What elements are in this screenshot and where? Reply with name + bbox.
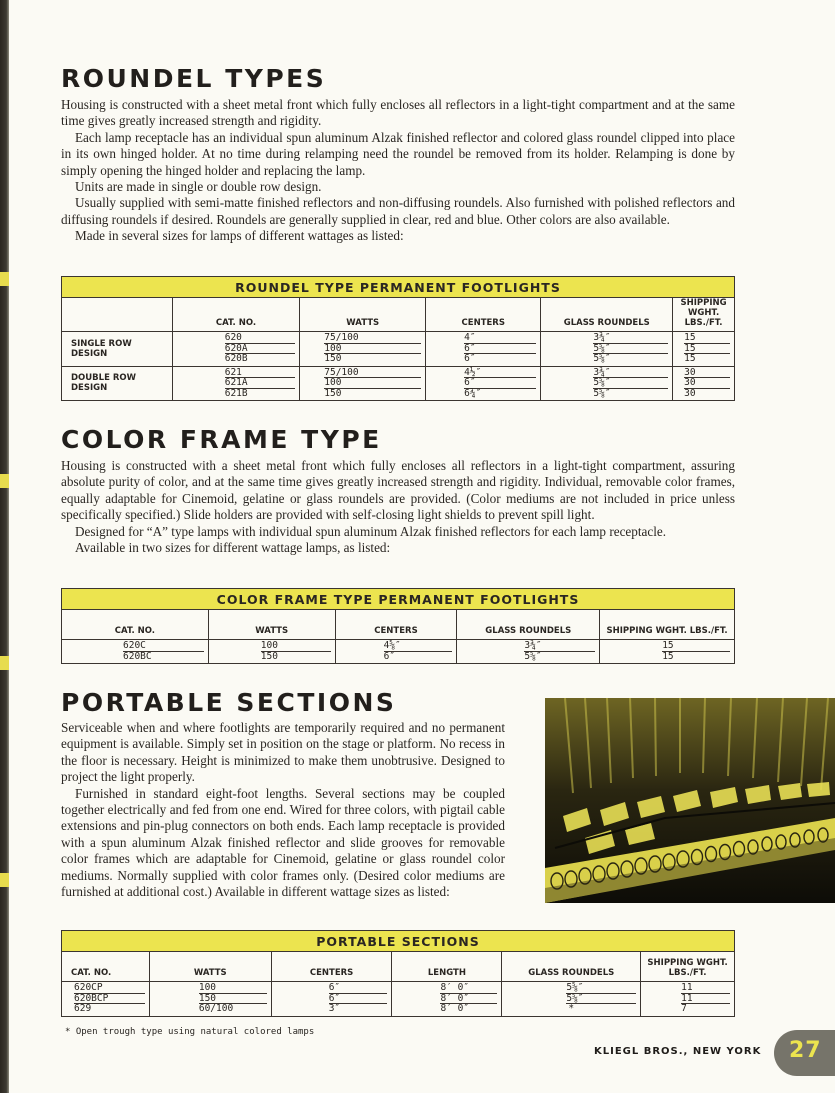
col-header: CAT. NO. [62,610,209,640]
cell-value: 8′ 0″ [440,994,497,1005]
col-header: GLASS ROUNDELS [502,952,641,982]
footlight-photo [545,698,835,903]
cell-value: 15 [684,353,696,364]
cell-value: 6″ [464,378,536,389]
cell-value: 3¾″ [593,368,668,379]
cat-cell [172,366,300,401]
paragraph: Designed for “A” type lamps with individual spun aluminum Alzak finished reflectors for each lamp receptacle. [75,523,667,539]
portable-body [61,720,505,900]
centers-cell [426,366,541,401]
cell-value: 621A [225,378,296,389]
cell-value: 621 [225,368,296,379]
cell-value: 15 [684,344,730,355]
roundel-body [61,97,735,245]
col-header: CENTERS [335,610,457,640]
table-row [62,366,735,401]
cell-value: 150 [324,387,342,399]
paragraph: Housing is constructed with a sheet metal front which fully encloses all reflectors in a light-tight compartment, assuring absolute purity of color, and at the same time gives greatly increased strength and rigidity. Individual, removable color frames, equally adaptable for Cinemoid, gelatine or glass roundels are provided. (Color mediums are not included in price unless specifically specified.) Slide holders are provided with self-closing light shields to prevent spill light. [61,458,735,523]
cell-value: 11 [681,994,730,1005]
col-header: CENTERS [426,298,541,332]
centers-cell [426,332,541,367]
cell-value: 6″ [464,344,536,355]
cell-value: 8′ 0″ [440,983,497,994]
cat-cell [62,982,150,1017]
paragraph: Made in several sizes for lamps of different wattages as listed: [75,228,404,244]
edge-tab [0,873,9,887]
table-caption: ROUNDEL TYPE PERMANENT FOOTLIGHTS [62,277,735,298]
roundels-cell [502,982,641,1017]
roundels-cell [541,332,673,367]
cell-value: 621B [224,387,248,399]
paragraph: Available in two sizes for different wattage lamps, as listed: [75,540,391,556]
roundels-cell [457,640,600,664]
cell-value: 30 [684,378,730,389]
cell-value: 629 [74,1003,92,1014]
cell-value: 3″ [328,1003,341,1014]
cell-value: 100 [324,378,421,389]
cell-value: 620 [225,333,296,344]
col-header: CAT. NO. [62,952,150,982]
edge-tab [0,656,9,670]
cell-value: 5⅝″ [593,353,611,364]
colorframe-body [61,458,735,556]
cell-value: 6″ [329,983,388,994]
cell-value: 8′ 0″ [440,1003,470,1014]
cell-value: 15 [662,650,674,662]
weight-cell [673,332,735,367]
paragraph: Each lamp receptacle has an individual spun aluminum Alzak finished reflector and colored glass roundel clipped into place in its own hinged holder. At no time during relamping need the roundel be removed from its holder. Relamping is done by simply opening the hinged holder and replacing the lamp. [61,129,735,178]
cell-value: 100 [261,641,331,652]
watts-cell [208,640,335,664]
paragraph: Furnished in standard eight-foot lengths. Several sections may be coupled together electrically and fed from one end. Wired for three colors, with pigtail cable extensions and pin-plug connectors on both ends. Each lamp receptacle is provided with a spun aluminum Alzak finished reflector and slide grooves for removable color frames which are adaptable for Cinemoid, gelatine or glass roundel color mediums. Normally supplied with color frames only. (Desired color mediums are furnished at additional cost.) Available in different wattage sizes as listed: [61,785,505,900]
cell-value: 5⅝″ [566,983,636,994]
cell-value: 5⅝″ [566,994,636,1005]
cell-value: 620BC [123,650,152,662]
cell-value: 7 [681,1003,687,1014]
cell-value: 620C [123,641,204,652]
colorframe-table [61,588,735,664]
cell-value: 4⅝″ [384,641,453,652]
col-header: SHIPPING WGHT. LBS./FT. [673,298,735,332]
paragraph: Usually supplied with semi-matte finished reflectors and non-diffusing roundels. Also furnished with polished reflectors and diffusing roundels if desired. Roundels are generally supplied in clear, red and blue. Other colors are also available. [61,195,735,227]
table-row [62,982,735,1017]
footlight-photo-icon [545,698,835,903]
watts-cell [149,982,271,1017]
col-header: LENGTH [392,952,502,982]
table-row [62,640,735,664]
footnote: * Open trough type using natural colored lamps [65,1027,315,1037]
cell-value: 4″ [464,333,536,344]
colorframe-heading: COLOR FRAME TYPE [61,425,382,454]
cell-value: 11 [681,983,730,994]
binding-edge [0,0,9,1093]
col-header: WATTS [149,952,271,982]
cell-value: 100 [199,983,267,994]
cell-value: 75/100 [324,368,421,379]
col-header: GLASS ROUNDELS [457,610,600,640]
cat-cell [172,332,300,367]
watts-cell [300,366,426,401]
cell-value: 3¾″ [524,641,595,652]
cell-value: 620BCP [74,994,145,1005]
publisher-name: KLIEGL BROS., NEW YORK [594,1046,762,1057]
cell-value: 100 [324,344,421,355]
cell-value: 60/100 [198,1003,234,1014]
centers-cell [271,982,392,1017]
cell-value: 6¾″ [464,387,482,399]
row-label: DOUBLE ROW DESIGN [62,366,173,401]
cell-value: 150 [199,994,267,1005]
edge-tab [0,272,9,286]
table-caption: PORTABLE SECTIONS [62,931,735,952]
cell-value: 620B [224,353,248,364]
watts-cell [300,332,426,367]
paragraph: Serviceable when and where footlights are temporarily required and no permanent equipment is available. Simply set in position on the stage or platform. No recess in the floor is necessary. Height is minimized to make them unobtrusive. Designed to project the light properly. [61,720,505,785]
weight-cell [673,366,735,401]
edge-tab [0,474,9,488]
col-header: GLASS ROUNDELS [541,298,673,332]
cell-value: 5⅝″ [593,387,611,399]
weight-cell [641,982,735,1017]
row-label: SINGLE ROW DESIGN [62,332,173,367]
cell-value: 6″ [329,994,388,1005]
col-header: WATTS [300,298,426,332]
cell-value: 75/100 [324,333,421,344]
empty-cell [62,298,173,332]
cell-value: 620CP [74,983,145,994]
cell-value: 6″ [464,353,476,364]
length-cell [392,982,502,1017]
col-header: CENTERS [271,952,392,982]
cell-value: 4½″ [464,368,536,379]
cell-value: 15 [684,333,730,344]
roundels-cell [541,366,673,401]
cell-value: 30 [684,368,730,379]
cell-value: 5⅝″ [593,378,668,389]
portable-heading: PORTABLE SECTIONS [61,688,397,717]
centers-cell [335,640,457,664]
cell-value: * [568,1003,575,1014]
paragraph: Housing is constructed with a sheet metal front which fully encloses all reflectors in a light-tight compartment and at the same time gives greatly increased strength and rigidity. [61,97,735,129]
cell-value: 30 [684,387,696,399]
paragraph: Units are made in single or double row design. [75,179,322,195]
cell-value: 5⅝″ [524,650,542,662]
table-caption: COLOR FRAME TYPE PERMANENT FOOTLIGHTS [62,589,735,610]
col-header: SHIPPING WGHT. LBS./FT. [600,610,735,640]
cell-value: 150 [260,650,278,662]
col-header: WATTS [208,610,335,640]
cell-value: 3¾″ [593,333,668,344]
table-row [62,332,735,367]
col-header: CAT. NO. [172,298,300,332]
portable-table [61,930,735,1017]
weight-cell [600,640,735,664]
cell-value: 5⅝″ [593,344,668,355]
roundel-table [61,276,735,401]
roundel-heading: ROUNDEL TYPES [61,64,327,93]
page-number: 27 [789,1038,822,1063]
cell-value: 6″ [383,650,396,662]
cell-value: 15 [662,641,730,652]
cat-cell [62,640,209,664]
col-header: SHIPPING WGHT. LBS./FT. [641,952,735,982]
cell-value: 620A [225,344,296,355]
cell-value: 150 [324,353,342,364]
